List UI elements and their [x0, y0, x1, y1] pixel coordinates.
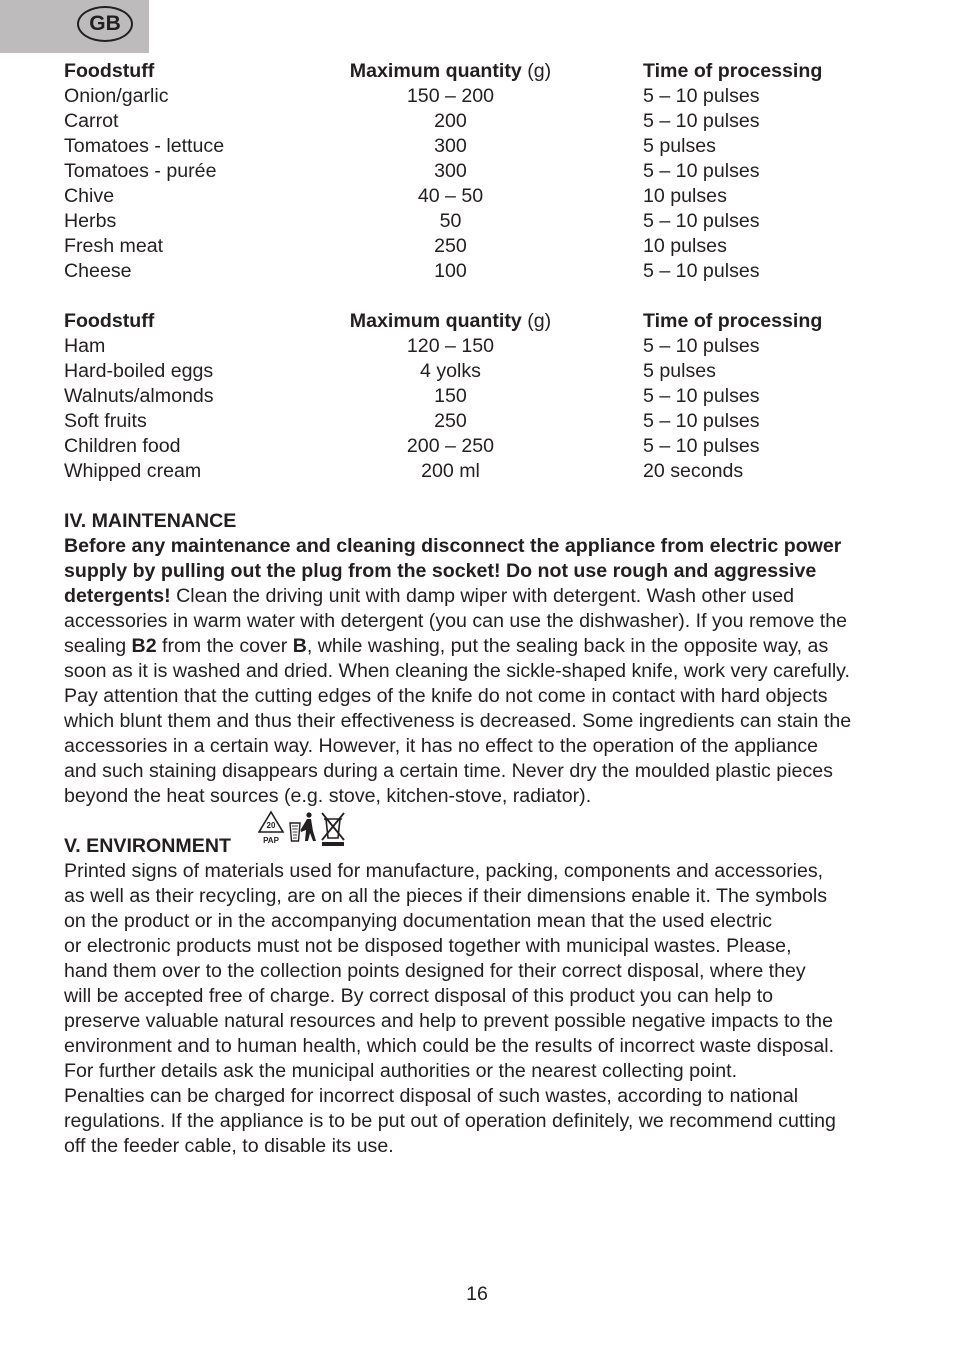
maintenance-text-fragment: , while washing, put the sealing back in the opposite way, as	[306, 635, 829, 657]
maintenance-heading: IV. MAINTENANCE	[64, 510, 237, 532]
quantity-cell: 100	[434, 260, 467, 282]
time-cell: 5 – 10 pulses	[643, 110, 760, 132]
food-cell: Chive	[64, 185, 115, 207]
page-number: 16	[466, 1283, 488, 1305]
maintenance-text-line: accessories in a certain way. However, it has no effect to the operation of the appliance	[64, 735, 819, 757]
quantity-cell: 300	[434, 135, 467, 157]
maintenance-warning-line: supply by pulling out the plug from the socket! Do not use rough and aggressive	[64, 560, 817, 582]
environment-text-line: or electronic products must not be disposed together with municipal wastes. Please,	[64, 935, 792, 957]
table-row	[64, 184, 822, 209]
svg-text:20: 20	[266, 821, 276, 830]
environment-text-line: preserve valuable natural resources and help to prevent possible negative impacts to the	[64, 1010, 833, 1032]
maintenance-section	[64, 509, 894, 809]
maintenance-text-line: Pay attention that the cutting edges of the knife do not come in contact with hard objects	[64, 685, 828, 707]
food-cell: Cheese	[64, 260, 132, 282]
environment-text-line: hand them over to the collection points designed for their correct disposal, where they	[64, 960, 806, 982]
environment-heading: V. ENVIRONMENT	[64, 835, 231, 857]
table-row	[64, 459, 822, 484]
table-row	[64, 409, 822, 434]
table-row	[64, 259, 822, 284]
column-header-time: Time of processing	[643, 60, 823, 82]
maintenance-text-line: accessories in warm water with detergent (you can use the dishwasher). If you remove the	[64, 610, 848, 632]
time-cell: 10 pulses	[643, 235, 727, 257]
time-cell: 5 – 10 pulses	[643, 385, 760, 407]
environment-text-line: Penalties can be charged for incorrect disposal of such wastes, according to national	[64, 1085, 799, 1107]
paper-recycling-icon	[259, 812, 283, 845]
time-cell: 10 pulses	[643, 185, 727, 207]
food-cell: Soft fruits	[64, 410, 147, 432]
environment-text-line: on the product or in the accompanying documentation mean that the used electric	[64, 910, 772, 932]
food-cell: Walnuts/almonds	[64, 385, 214, 407]
time-cell: 20 seconds	[643, 460, 744, 482]
table-row	[64, 84, 822, 109]
table-row	[64, 234, 822, 259]
quantity-cell: 250	[434, 410, 467, 432]
quantity-cell: 4 yolks	[420, 360, 481, 382]
food-cell: Tomatoes - purée	[64, 160, 217, 182]
column-header-quantity: Maximum quantity	[349, 310, 522, 332]
environment-text-line: will be accepted free of charge. By correct disposal of this product you can help to	[64, 985, 774, 1007]
column-header-foodstuff: Foodstuff	[64, 310, 155, 332]
food-cell: Ham	[64, 335, 106, 357]
part-ref-b: B	[292, 635, 307, 657]
environment-section	[64, 821, 894, 1159]
quantity-cell: 250	[434, 235, 467, 257]
time-cell: 5 – 10 pulses	[643, 335, 760, 357]
time-cell: 5 pulses	[643, 360, 716, 382]
quantity-cell: 120 – 150	[406, 335, 495, 357]
language-badge: GB	[77, 6, 133, 42]
quantity-cell: 200 – 250	[406, 435, 495, 457]
quantity-cell: 300	[434, 160, 467, 182]
language-tab	[0, 0, 149, 53]
time-cell: 5 – 10 pulses	[643, 435, 760, 457]
environment-text-line: For further details ask the municipal authorities or the nearest collecting point.	[64, 1060, 738, 1082]
part-ref-b2: B2	[131, 635, 157, 657]
food-cell: Fresh meat	[64, 235, 164, 257]
table-row	[64, 434, 822, 459]
tidyman-bin-icon	[290, 812, 316, 841]
column-header-unit: (g)	[527, 60, 552, 82]
maintenance-warning-line: detergents!	[64, 585, 171, 607]
maintenance-text-line: and such staining disappears during a certain time. Never dry the moulded plastic pieces	[64, 760, 833, 782]
table-row	[64, 134, 822, 159]
time-cell: 5 – 10 pulses	[643, 210, 760, 232]
food-cell: Whipped cream	[64, 460, 202, 482]
time-cell: 5 – 10 pulses	[643, 160, 760, 182]
time-cell: 5 pulses	[643, 135, 716, 157]
food-cell: Herbs	[64, 210, 117, 232]
table-header-row	[64, 309, 822, 334]
environment-text-line: Printed signs of materials used for manufacture, packing, components and accessories,	[64, 860, 824, 882]
table-row	[64, 159, 822, 184]
maintenance-text-fragment: sealing	[64, 635, 132, 657]
food-cell: Onion/garlic	[64, 85, 169, 107]
environment-text-line: regulations. If the appliance is to be put out of operation definitely, we recommend cutting	[64, 1110, 836, 1132]
maintenance-text-line: beyond the heat sources (e.g. stove, kitchen-stove, radiator).	[64, 785, 592, 807]
quantity-cell: 40 – 50	[417, 185, 484, 207]
quantity-cell: 150 – 200	[406, 85, 495, 107]
quantity-cell: 50	[439, 210, 462, 232]
recycling-symbols	[258, 810, 348, 846]
quantity-cell: 200	[434, 110, 467, 132]
environment-text-line: off the feeder cable, to disable its use.	[64, 1135, 394, 1157]
table-row	[64, 359, 822, 384]
table-row	[64, 109, 822, 134]
crossed-bin-icon	[322, 813, 344, 846]
maintenance-warning-line: Before any maintenance and cleaning disconnect the appliance from electric power	[64, 535, 842, 557]
table-row	[64, 209, 822, 234]
page-content	[64, 59, 894, 1159]
maintenance-text-fragment: from the cover	[156, 635, 293, 657]
table-row	[64, 334, 822, 359]
time-cell: 5 – 10 pulses	[643, 410, 760, 432]
food-cell: Tomatoes - lettuce	[64, 135, 225, 157]
time-cell: 5 – 10 pulses	[643, 85, 760, 107]
quantity-cell: 150	[434, 385, 467, 407]
maintenance-text-line: soon as it is washed and dried. When cleaning the sickle-shaped knife, work very carefully.	[64, 660, 850, 682]
table-header-row	[64, 59, 822, 84]
column-header-foodstuff: Foodstuff	[64, 60, 155, 82]
food-cell: Hard-boiled eggs	[64, 360, 214, 382]
maintenance-text-line: which blunt them and thus their effectiveness is decreased. Some ingredients can stain the	[64, 710, 852, 732]
table-row	[64, 384, 822, 409]
environment-text-line: environment and to human health, which could be the results of incorrect waste disposal.	[64, 1035, 835, 1057]
quantity-table-1	[64, 59, 822, 284]
quantity-cell: 200 ml	[421, 460, 480, 482]
quantity-table-2	[64, 309, 822, 484]
food-cell: Carrot	[64, 110, 119, 132]
column-header-quantity: Maximum quantity	[349, 60, 522, 82]
svg-text:PAP: PAP	[263, 836, 279, 845]
food-cell: Children food	[64, 435, 181, 457]
environment-text-line: as well as their recycling, are on all the pieces if their dimensions enable it. The symbols	[64, 885, 828, 907]
maintenance-text-line: Clean the driving unit with damp wiper with detergent. Wash other used	[170, 585, 795, 607]
column-header-unit: (g)	[527, 310, 552, 332]
time-cell: 5 – 10 pulses	[643, 260, 760, 282]
column-header-time: Time of processing	[643, 310, 823, 332]
